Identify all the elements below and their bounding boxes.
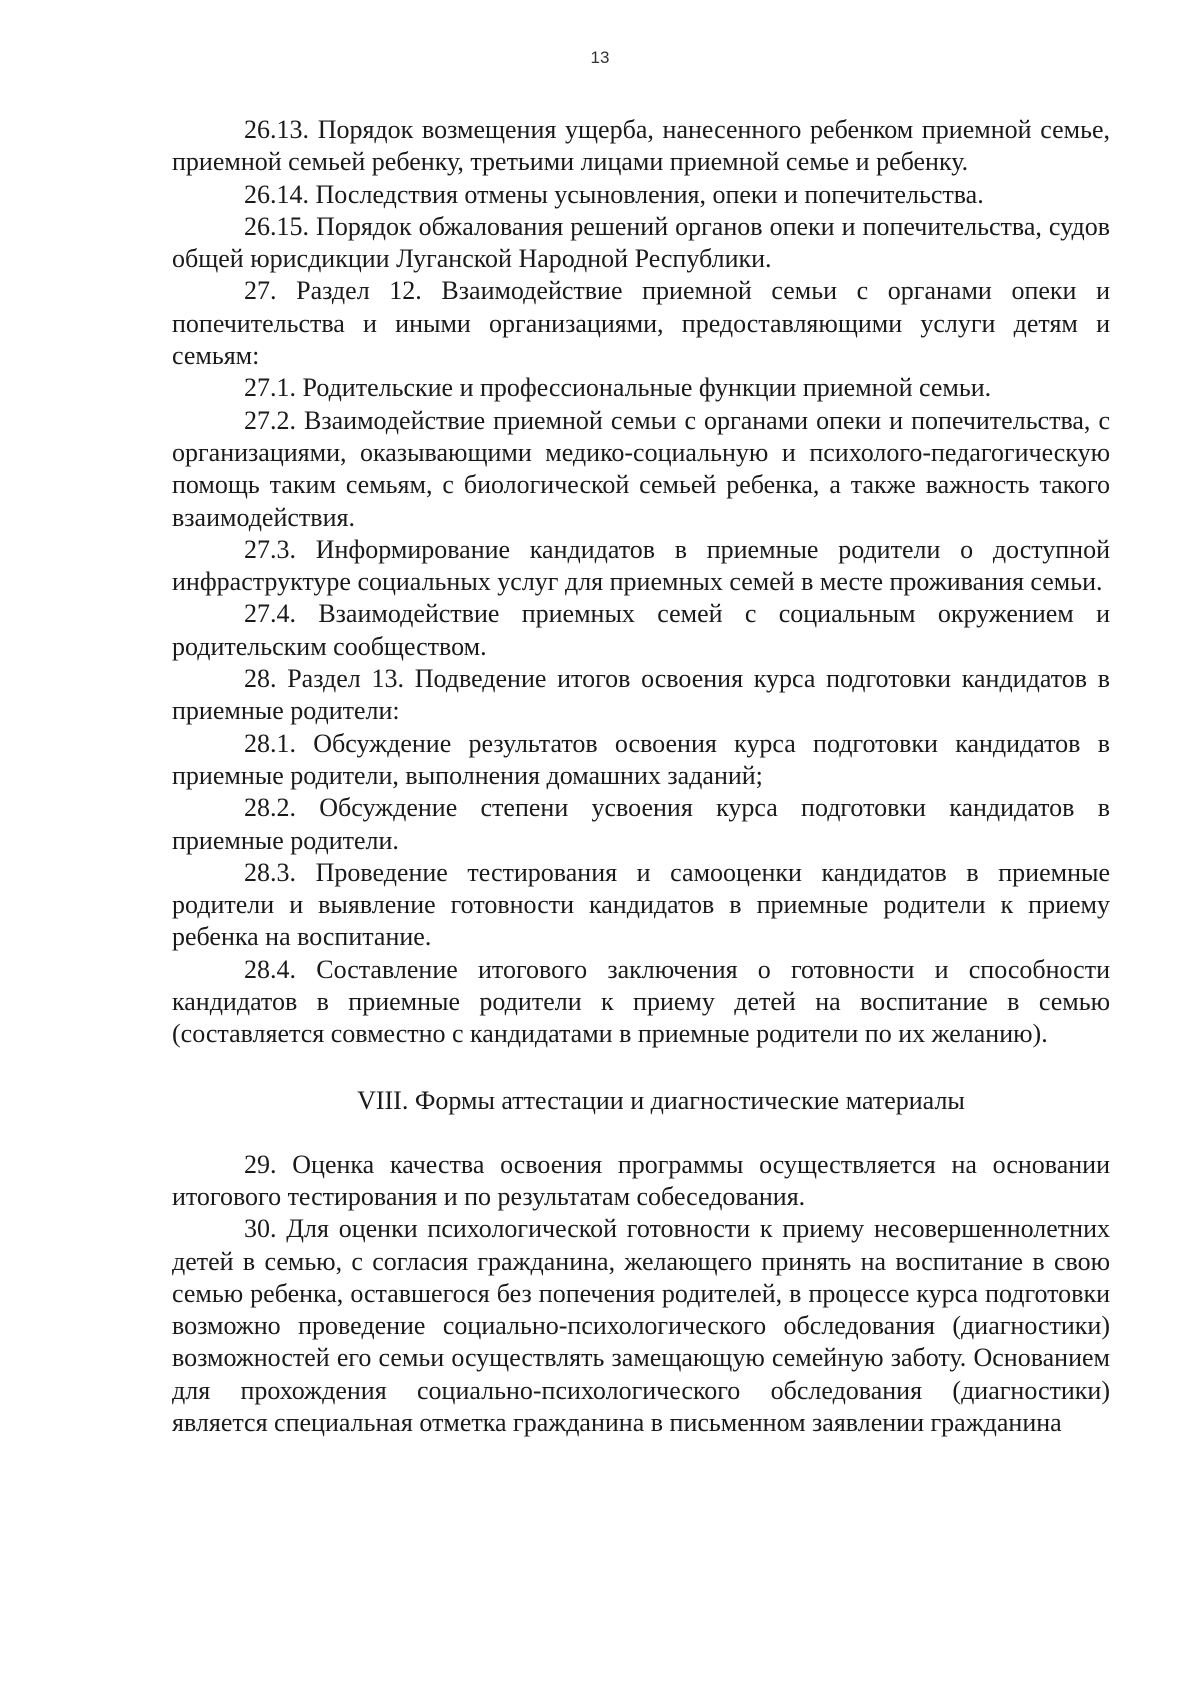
paragraph-30: 30. Для оценки психологической готовности к приему несовершеннолетних детей в семью, с согласия гражданина, желающего принять на воспитание в свою семью ребенка, оставшегося без попечения родителей, в процессе курса подготовки возможно проведение социально-психологического обследования (диагностики) возможностей его семьи осуществлять замещающую семейную заботу. Основанием для прохождения социально-психологического обследования (диагностики) является специальная отметка гражданина в письменном заявлении гражданина (172, 1214, 1110, 1437)
paragraph-27: 27. Раздел 12. Взаимодействие приемной семьи с органами опеки и попечительства и иными организациями, предоставляющими услуги детям и семьям: (172, 276, 1110, 371)
paragraph-26-14: 26.14. Последствия отмены усыновления, опеки и попечительства. (244, 179, 984, 209)
paragraph-28-1: 28.1. Обсуждение результатов освоения курса подготовки кандидатов в приемные родители, выполнения домашних заданий; (172, 728, 1110, 790)
paragraph-27-1: 27.1. Родительские и профессиональные функции приемной семьи. (244, 373, 992, 403)
paragraph-28: 28. Раздел 13. Подведение итогов освоения курса подготовки кандидатов в приемные родители: (172, 664, 1110, 726)
paragraph-28-4: 28.4. Составление итогового заключения о готовности и способности кандидатов в приемные родители к приему детей на воспитание в семью (составляется совместно с кандидатами в приемные родители по их желанию). (172, 954, 1110, 1049)
paragraph-27-3: 27.3. Информирование кандидатов в приемные родители о доступной инфраструктуре социальных услуг для приемных семей в месте проживания семьи. (172, 534, 1110, 597)
document-body (172, 114, 1110, 1439)
paragraph-29: 29. Оценка качества освоения программы осуществляется на основании итогового тестирования и по результатам собеседования. (172, 1149, 1110, 1211)
paragraph-28-2: 28.2. Обсуждение степени усвоения курса подготовки кандидатов в приемные родители. (172, 793, 1110, 855)
section-heading: VIII. Формы аттестации и диагностические материалы (357, 1085, 965, 1115)
page-number: 13 (590, 48, 610, 67)
paragraph-26-13: 26.13. Порядок возмещения ущерба, нанесенного ребенком приемной семье, приемной семьей ребенку, третьими лицами приемной семье и ребенку. (172, 115, 1110, 177)
paragraph-27-2: 27.2. Взаимодействие приемной семьи с органами опеки и попечительства, с организациями, оказывающими медико-социальную и психолого-педагогическую помощь таким семьям, с биологической семьей ребенка, а также важность такого взаимодействия. (172, 405, 1110, 532)
paragraph-28-3: 28.3. Проведение тестирования и самооценки кандидатов в приемные родители и выявление готовности кандидатов в приемные родители к приему ребенка на воспитание. (172, 857, 1110, 952)
paragraph-27-4: 27.4. Взаимодействие приемных семей с социальным окружением и родительским сообществом. (172, 599, 1110, 661)
paragraph-26-15: 26.15. Порядок обжалования решений органов опеки и попечительства, судов общей юрисдикции Луганской Народной Республики. (172, 211, 1110, 274)
